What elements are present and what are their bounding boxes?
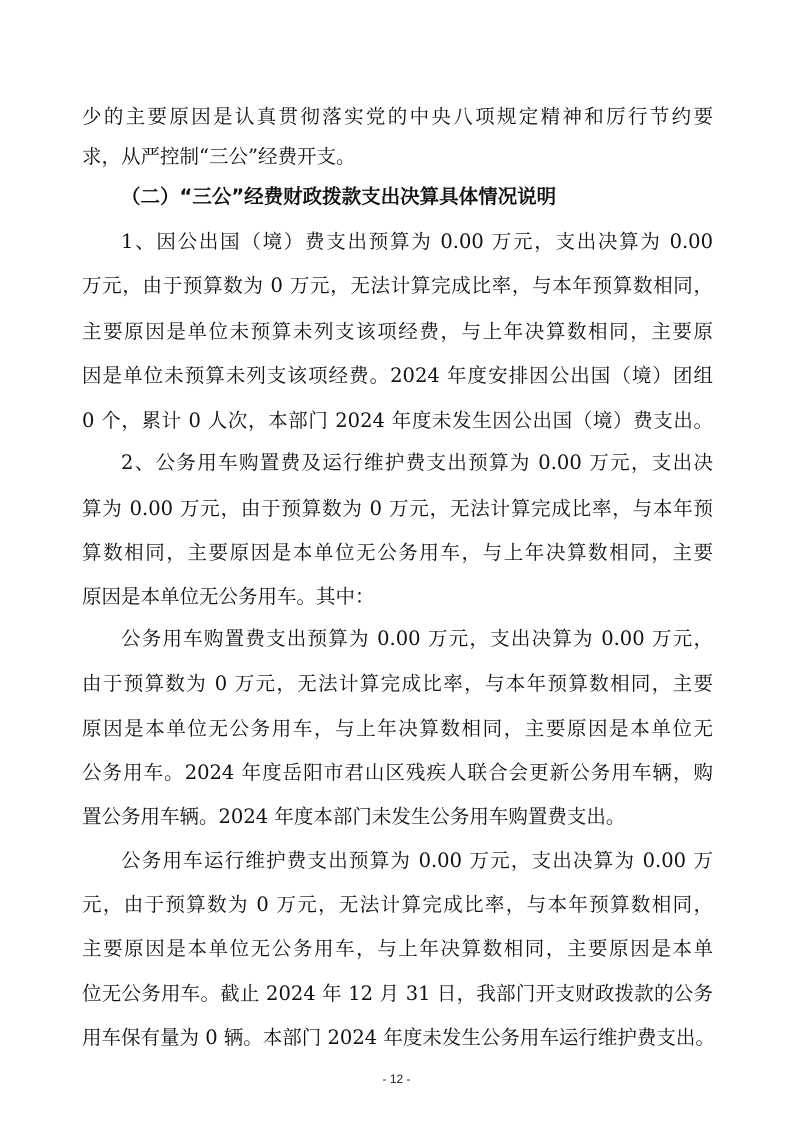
section-heading: （二）“三公”经费财政拨款支出决算具体情况说明: [121, 185, 557, 208]
body-text-line: 公务用车。2024 年度岳阳市君山区残疾人联合会更新公务用车辆，购: [82, 761, 713, 784]
body-text-line: 少的主要原因是认真贯彻落实党的中央八项规定精神和厉行节约要: [82, 105, 713, 128]
body-text-line: 元，由于预算数为 0 万元，无法计算完成比率，与本年预算数相同，: [82, 893, 713, 916]
body-text-line: 0 个，累计 0 人次，本部门 2024 年度未发生因公出国（境）费支出。: [82, 409, 713, 432]
body-text-line: 2、公务用车购置费及运行维护费支出预算为 0.00 万元，支出决: [121, 451, 713, 474]
body-text-line: 用车保有量为 0 辆。本部门 2024 年度未发生公务用车运行维护费支出。: [82, 1026, 715, 1049]
body-text-line: 原因是本单位无公务用车。其中：: [82, 585, 375, 608]
body-text-line: 算为 0.00 万元，由于预算数为 0 万元，无法计算完成比率，与本年预: [82, 497, 713, 520]
body-text-line: 原因是本单位无公务用车，与上年决算数相同，主要原因是本单位无: [82, 717, 713, 740]
body-text-line: 主要原因是单位未预算未列支该项经费，与上年决算数相同，主要原: [82, 320, 713, 343]
body-text-line: 位无公务用车。截止 2024 年 12 月 31 日，我部门开支财政拨款的公务: [82, 982, 713, 1005]
body-text-line: 置公务用车辆。2024 年度本部门未发生公务用车购置费支出。: [82, 805, 626, 828]
body-text-line: 由于预算数为 0 万元，无法计算完成比率，与本年预算数相同，主要: [82, 672, 713, 695]
body-text-line: 1、因公出国（境）费支出预算为 0.00 万元，支出决算为 0.00: [121, 230, 713, 253]
body-text-line: 公务用车购置费支出预算为 0.00 万元，支出决算为 0.00 万元，: [121, 627, 713, 650]
body-text-line: 公务用车运行维护费支出预算为 0.00 万元，支出决算为 0.00 万: [121, 849, 713, 872]
body-text-line: 主要原因是本单位无公务用车，与上年决算数相同，主要原因是本单: [82, 937, 713, 960]
body-text-line: 因是单位未预算未列支该项经费。2024 年度安排因公出国（境）团组: [82, 364, 713, 387]
page-number: - 12 -: [382, 1072, 411, 1086]
body-text-line: 算数相同，主要原因是本单位无公务用车，与上年决算数相同，主要: [82, 541, 713, 564]
body-text-line: 万元，由于预算数为 0 万元，无法计算完成比率，与本年预算数相同，: [82, 274, 713, 297]
body-text-line: 求，从严控制“三公”经费开支。: [82, 145, 356, 168]
